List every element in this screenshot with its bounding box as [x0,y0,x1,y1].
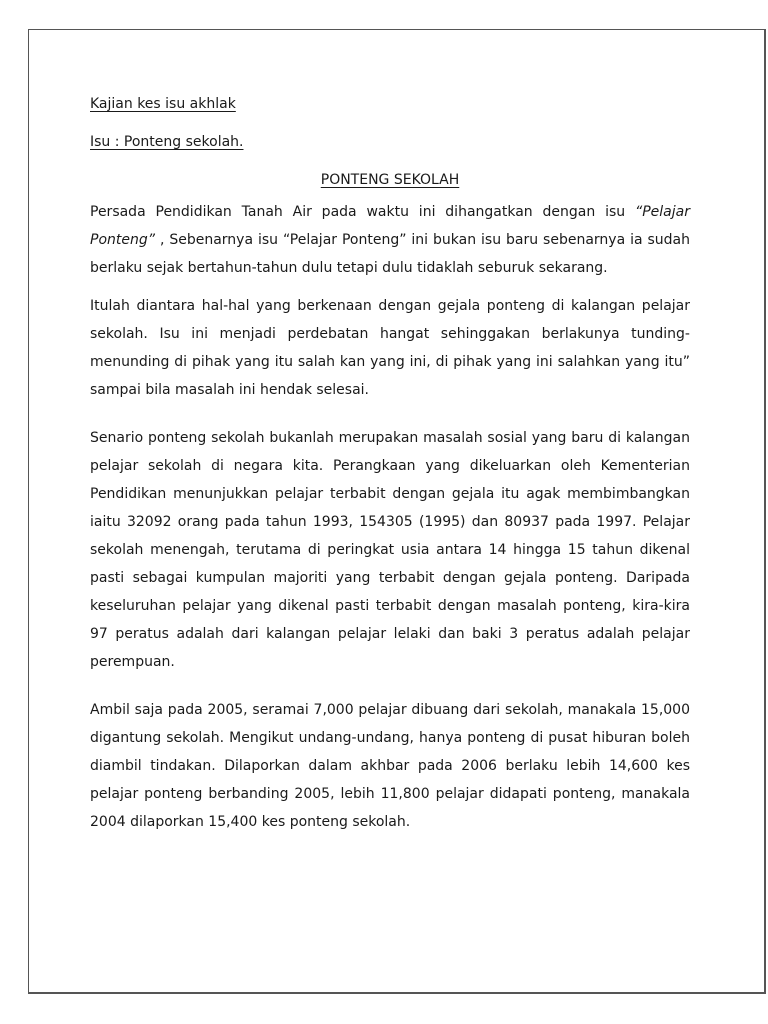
paragraph-3: Senario ponteng sekolah bukanlah merupakan masalah sosial yang baru di kalangan pelajar sekolah di negara kita. Perangkaan yang dikeluarkan oleh Kementerian Pendidikan menunjukkan pelajar terbabit dengan gejala itu agak membimbangkan iaitu 32092 orang pada tahun 1993, 154305 (1995) dan 80937 pada 1997. Pelajar sekolah menengah, terutama di peringkat usia antara 14 hingga 15 tahun dikenal pasti sebagai kumpulan majoriti yang terbabit dengan gejala ponteng. Daripada keseluruhan pelajar yang dikenal pasti terbabit dengan masalah ponteng, kira-kira 97 peratus adalah dari kalangan pelajar lelaki dan baki 3 peratus adalah pelajar perempuan. [90,430,690,670]
paragraph-1-part-1: Persada Pendidikan Tanah Air pada waktu ini dihangatkan dengan isu [90,204,635,220]
document-body [90,90,690,846]
document-title-text: PONTENG SEKOLAH [320,172,460,188]
document-title [90,166,690,194]
heading-case-study [90,90,690,118]
paragraph-4: Ambil saja pada 2005, seramai 7,000 pelajar dibuang dari sekolah, manakala 15,000 digantung sekolah. Mengikut undang-undang, hanya ponteng di pusat hiburan boleh diambil tindakan. Dilaporkan dalam akhbar pada 2006 berlaku lebih 14,600 kes pelajar ponteng berbanding 2005, lebih 11,800 pelajar didapati ponteng, manakala 2004 dilaporkan 15,400 kes ponteng sekolah. [90,702,690,830]
paragraph-1-italic: “Pelajar Ponteng” [90,204,690,248]
paragraph-1-part-2: , Sebenarnya isu “Pelajar Ponteng” ini bukan isu baru sebenarnya ia sudah berlaku sejak bertahun-tahun dulu tetapi dulu tidaklah seburuk sekarang. [90,232,690,276]
paragraph-2: Itulah diantara hal-hal yang berkenaan dengan gejala ponteng di kalangan pelajar sekolah. Isu ini menjadi perdebatan hangat sehinggakan berlakunya tunding-menunding di pihak yang itu salah kan yang ini, di pihak yang ini salahkan yang itu” sampai bila masalah ini hendak selesai. [90,298,690,398]
document-page [28,29,766,994]
heading-issue [90,128,690,156]
paragraph-1 [90,198,690,282]
heading-case-study-text: Kajian kes isu akhlak [90,96,236,112]
heading-issue-text: Isu : Ponteng sekolah. [90,134,244,150]
